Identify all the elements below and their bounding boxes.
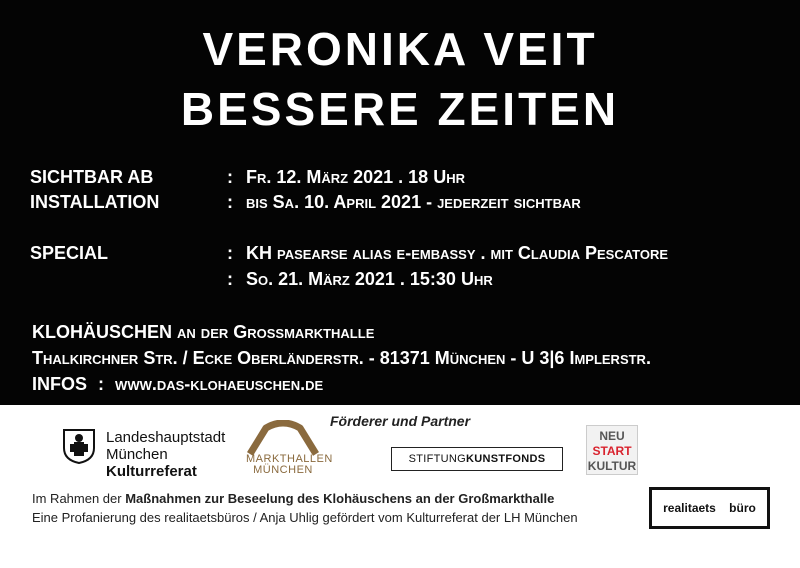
neustart-kultur-logo <box>586 425 638 475</box>
markthallen-line2: MÜNCHEN <box>253 464 313 476</box>
venue-address: Thalkirchner Str. / Ecke Oberländerstr. - 81371 München - U 3|6 Implerstr. <box>32 348 651 368</box>
footer-line1 <box>32 491 554 506</box>
artist-name: VERONIKA VEIT <box>202 23 598 75</box>
infos-url: www.das-klohaeuschen.de <box>115 374 324 394</box>
schedule-label-special: SPECIAL <box>30 243 109 263</box>
footer-line1-prefix: Im Rahmen der <box>32 491 126 506</box>
neustart-line2: START <box>592 444 632 458</box>
neustart-line1: NEU <box>599 429 625 443</box>
schedule-colon: : <box>227 269 233 289</box>
venue-line <box>32 321 374 343</box>
munich-line3: Kulturreferat <box>106 463 197 480</box>
infos-line <box>32 373 323 395</box>
munich-coat-of-arms-icon <box>62 428 96 469</box>
stiftung-part2: KUNSTFONDS <box>466 453 546 465</box>
markthallen-text <box>246 453 333 476</box>
footer-line2: Eine Profanierung des realitaetsbüros / Anja Uhlig gefördert vom Kulturreferat der LH München <box>32 510 578 525</box>
schedule-value-opening: Fr. 12. März 2021 . 18 Uhr <box>246 167 465 187</box>
schedule-colon: : <box>227 192 233 212</box>
schedule-value-special: KH pasearse alias e-embassy . mit Claudia Pescatore <box>246 243 669 263</box>
footer-line1-bold: Maßnahmen zur Beseelung des Klohäuschens an der Großmarkthalle <box>125 491 555 506</box>
schedule-label-installation: INSTALLATION <box>30 192 160 212</box>
sponsors-heading: Förderer und Partner <box>330 413 471 429</box>
markthallen-line1: MARKTHALLEN <box>246 453 333 465</box>
schedule-label-sichtbar: SICHTBAR AB <box>30 167 154 187</box>
neustart-line3: KULTUR <box>587 459 637 473</box>
infos-label: INFOS <box>32 374 88 394</box>
exhibition-title: BESSERE ZEITEN <box>180 83 620 135</box>
munich-line2: München <box>106 446 168 463</box>
stiftung-part1: STIFTUNG <box>408 453 466 465</box>
munich-logo-text <box>106 429 225 480</box>
venue-name: KLOHÄUSCHEN <box>32 322 173 342</box>
venue-name-suffix: an der Großmarkthalle <box>177 322 375 342</box>
schedule-value-installation: bis Sa. 10. April 2021 - jederzeit sichtbar <box>246 192 581 212</box>
infos-separator: : <box>98 374 105 394</box>
schedule-colon: : <box>227 243 233 263</box>
stiftung-kunstfonds-logo <box>391 447 563 471</box>
schedule-value-special-date: So. 21. März 2021 . 15:30 Uhr <box>246 269 493 289</box>
munich-line1: Landeshauptstadt <box>106 429 226 446</box>
realitaetsbuero-logo: realitaets büro <box>649 487 770 529</box>
schedule-colon: : <box>227 167 233 187</box>
